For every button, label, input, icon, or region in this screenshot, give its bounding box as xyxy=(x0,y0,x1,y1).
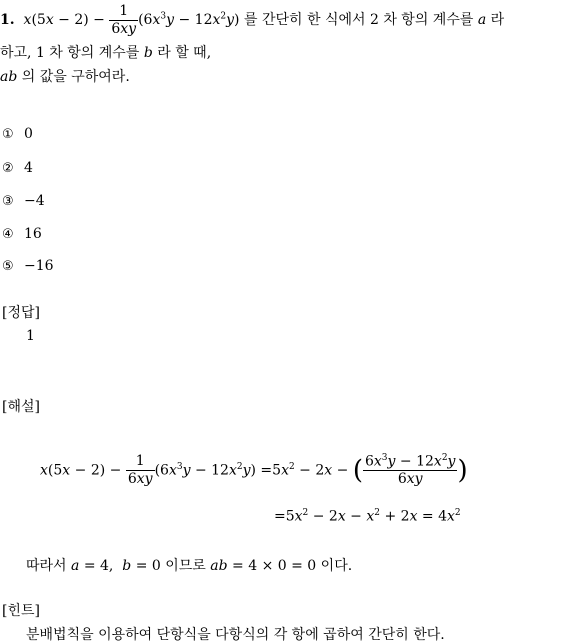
variable-ab: ab xyxy=(0,69,18,85)
choice-value: −16 xyxy=(24,258,54,274)
choice-5[interactable] xyxy=(2,258,54,274)
choice-number: ③ xyxy=(2,194,14,209)
variable-a: a xyxy=(477,12,487,29)
choice-number: ① xyxy=(2,127,14,142)
problem-expression: x(5x − 2) − $\frac{1}{6xy}$ $(6x^3y - 12x^2y)$ xyxy=(23,3,240,37)
problem-line-3 xyxy=(0,66,130,86)
problem-line2-text: 하고, 1 차 항의 계수를 xyxy=(0,45,140,61)
choice-1[interactable] xyxy=(2,126,33,142)
choice-3[interactable] xyxy=(2,193,45,209)
choice-value: −4 xyxy=(24,193,45,209)
fraction: $\frac{1}{6xy}$ xyxy=(111,3,137,37)
choice-number: ⑤ xyxy=(2,259,14,274)
choice-value: 4 xyxy=(24,160,33,176)
answer-label: [정답] xyxy=(2,305,40,321)
hint-text: 분배법칙을 이용하여 단항식을 다항식의 각 항에 곱하여 간단히 한다. xyxy=(26,627,445,643)
hint-label: [힌트] xyxy=(2,603,40,619)
conclusion-text-3: 이다. xyxy=(320,558,353,574)
solution-equation-line-2: $=5x^2 - 2x - x^2 + 2x = 4x^2$ xyxy=(274,508,461,525)
problem-line-1 xyxy=(0,4,504,36)
answer-value: 1 xyxy=(26,328,35,344)
problem-stem-text-2: 라 xyxy=(490,12,505,29)
choice-4[interactable] xyxy=(2,226,42,242)
solution-equation-line-1: x(5x − 2) − $\frac{1}{6xy}$ $(6x^3y - 12x^2y) =5x^2 - 2x$ − ( $\frac{6x^3y - 12x^2y}{6xy}$ ) xyxy=(40,453,468,488)
choice-2[interactable] xyxy=(2,160,33,176)
choice-number: ④ xyxy=(2,227,14,242)
conclusion-text: 따라서 xyxy=(26,558,67,574)
problem-line-2 xyxy=(0,42,211,62)
choice-number: ② xyxy=(2,161,14,176)
choice-value: 16 xyxy=(24,226,42,242)
choice-value: 0 xyxy=(24,126,33,142)
solution-label: [해설] xyxy=(2,399,40,415)
problem-number: 1. xyxy=(0,12,15,29)
problem-stem-text: 를 간단히 한 식에서 2 차 항의 계수를 xyxy=(243,12,474,29)
problem-line2-text-2: 라 할 때, xyxy=(157,45,212,61)
conclusion-text-2: 이므로 xyxy=(165,558,206,574)
solution-conclusion: 따라서 a = 4, b = 0 이므로 ab = 4 × 0 = 0 이다. xyxy=(26,558,353,574)
variable-b: b xyxy=(143,45,153,61)
problem-line3-text: 의 값을 구하여라. xyxy=(21,69,130,85)
